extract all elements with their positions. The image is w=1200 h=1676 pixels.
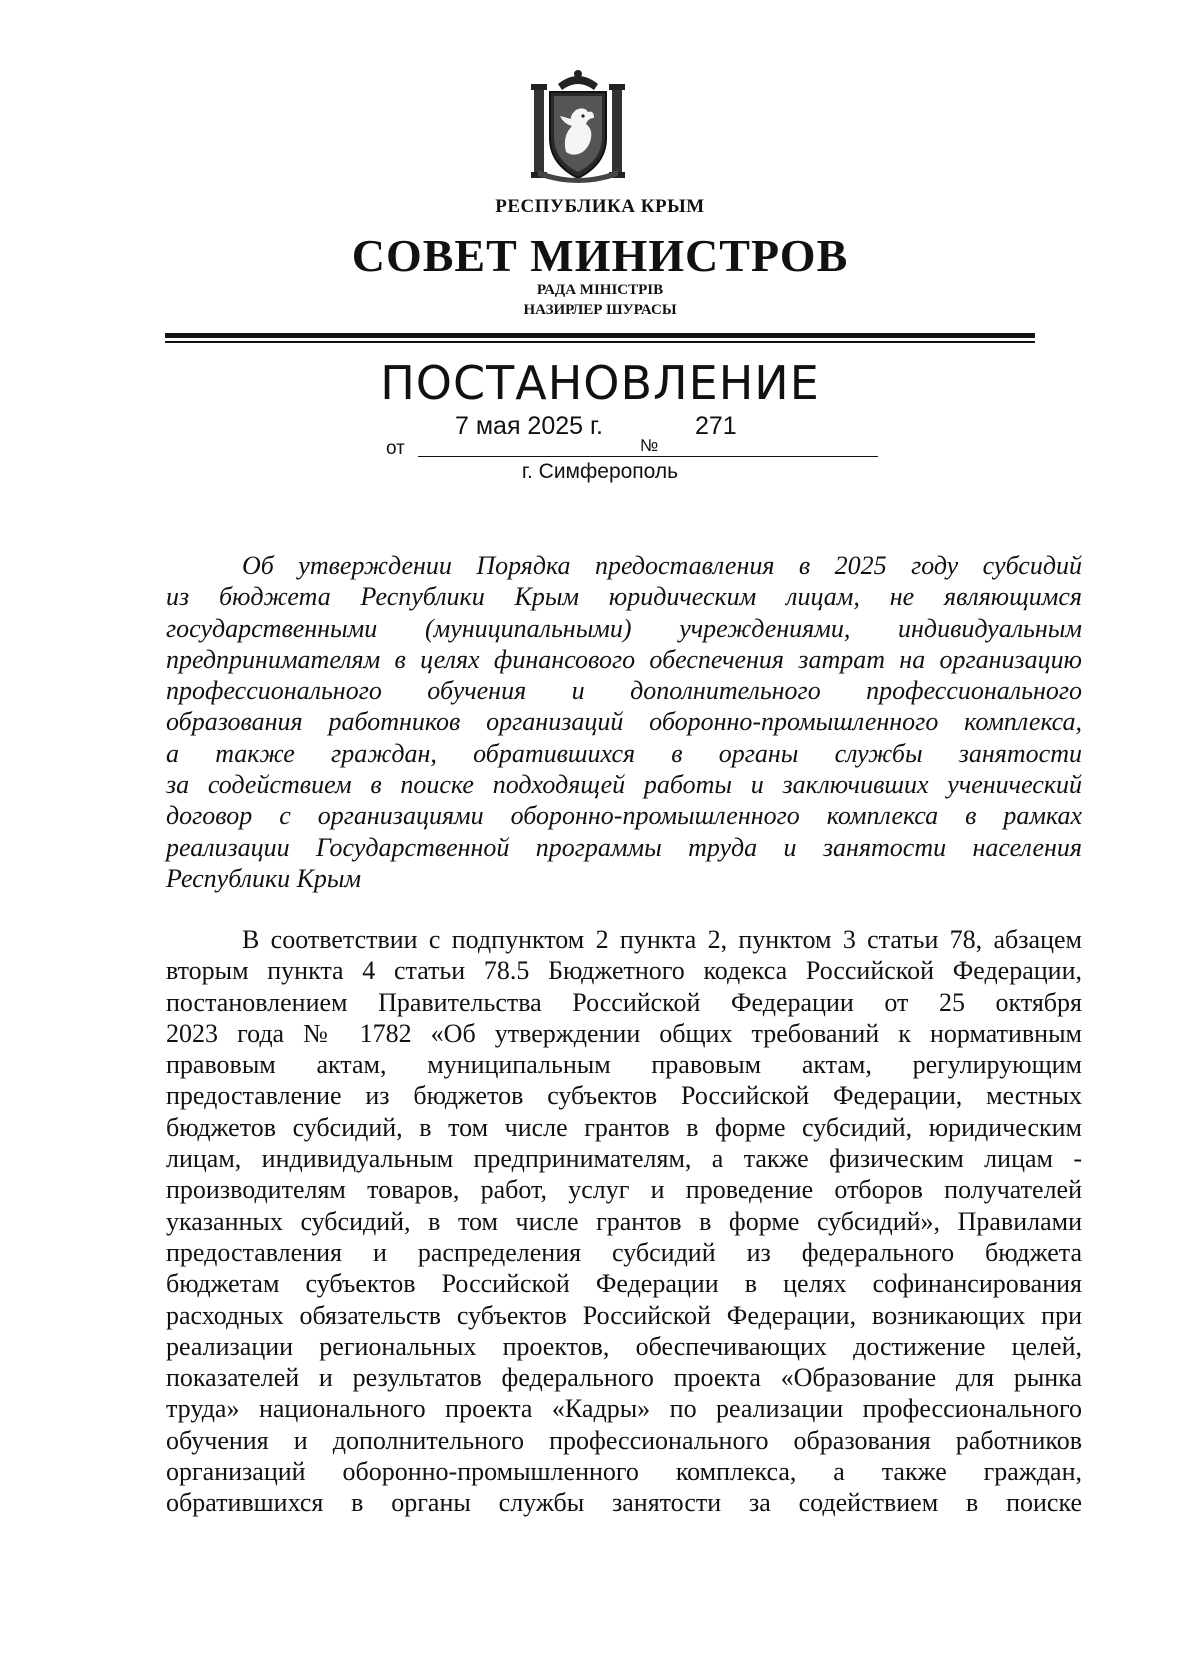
number-sign: № <box>640 436 659 455</box>
decree-preamble <box>166 924 1082 1519</box>
date-number-row <box>0 410 1200 460</box>
body-line: производителям товаров, работ, услуг и проведение отборов получателей <box>166 1175 1082 1205</box>
body-line: показателей и результатов федерального проекта «Образование для рынка <box>166 1363 1082 1393</box>
issue-city: г. Симферополь <box>521 460 679 483</box>
body-line: предоставления и распределения субсидий из федерального бюджета <box>166 1237 1082 1267</box>
body-line: обратившихся в органы службы занятости за содействием в поиске <box>166 1488 1082 1518</box>
body-line: бюджетов субсидий, в том числе грантов в форме субсидий, юридическим <box>166 1112 1082 1142</box>
crimea-coat-of-arms-icon <box>528 66 628 184</box>
subject-line: Республики Крым <box>166 863 362 893</box>
header-divider-thick <box>165 333 1035 338</box>
date-from-label: от <box>386 438 405 459</box>
council-name-ukrainian: РАДА МІНІСТРІВ <box>536 282 664 298</box>
subject-line: предпринимателям в целях финансового обеспечения затрат на организацию <box>166 644 1082 674</box>
body-line: лицам, индивидуальным предпринимателям, а также физическим лицам - <box>166 1144 1082 1174</box>
council-name-crimean-tatar: НАЗИРЛЕР ШУРАСЫ <box>523 302 677 318</box>
body-line: обучения и дополнительного профессионального образования работников <box>166 1425 1082 1455</box>
body-line: В соответствии с подпунктом 2 пункта 2, пунктом 3 статьи 78, абзацем <box>242 925 1082 954</box>
body-line: указанных субсидий, в том числе грантов в форме субсидий», Правилами <box>166 1206 1082 1236</box>
date-underline <box>418 456 878 457</box>
body-line: правовым актам, муниципальным правовым актам, регулирующим <box>166 1050 1082 1080</box>
subject-line: Об утверждении Порядка предоставления в 2025 году субсидий <box>242 551 1082 580</box>
body-line: постановлением Правительства Российской Федерации от 25 октября <box>166 987 1082 1017</box>
decree-number: 271 <box>695 412 737 440</box>
body-line: вторым пункта 4 статьи 78.5 Бюджетного кодекса Российской Федерации, <box>166 956 1082 986</box>
body-line: расходных обязательств субъектов Российской Федерации, возникающих при <box>166 1300 1082 1330</box>
decree-date: 7 мая 2025 г. <box>455 412 603 440</box>
subject-line: из бюджета Республики Крым юридическим лицам, не являющимся <box>166 582 1082 612</box>
document-type-title: ПОСТАНОВЛЕНИЕ <box>380 356 820 410</box>
body-line: труда» национального проекта «Кадры» по реализации профессионального <box>166 1394 1082 1424</box>
subject-line: реализации Государственной программы труда и занятости населения <box>166 832 1082 862</box>
body-line: организаций оборонно-промышленного комплекса, а также граждан, <box>166 1457 1082 1487</box>
body-line: предоставление из бюджетов субъектов Российской Федерации, местных <box>166 1081 1082 1111</box>
council-name: СОВЕТ МИНИСТРОВ <box>351 230 849 281</box>
subject-line: договор с организациями оборонно-промышленного комплекса в рамках <box>166 801 1082 831</box>
republic-name: РЕСПУБЛИКА КРЫМ <box>495 196 705 217</box>
decree-subject <box>166 550 1082 894</box>
header-divider-thin <box>165 341 1035 343</box>
subject-line: образования работников организаций оборонно-промышленного комплекса, <box>166 707 1082 737</box>
subject-line: а также граждан, обратившихся в органы службы занятости <box>166 738 1082 768</box>
body-line: бюджетам субъектов Российской Федерации в целях софинансирования <box>166 1269 1082 1299</box>
body-line: реализации региональных проектов, обеспечивающих достижение целей, <box>166 1331 1082 1361</box>
body-line: 2023 года № 1782 «Об утверждении общих требований к нормативным <box>166 1018 1082 1048</box>
subject-line: профессионального обучения и дополнительного профессионального <box>166 676 1082 706</box>
subject-line: за содействием в поиске подходящей работы и заключивших ученический <box>166 770 1082 800</box>
subject-line: государственными (муниципальными) учреждениями, индивидуальным <box>166 613 1082 643</box>
